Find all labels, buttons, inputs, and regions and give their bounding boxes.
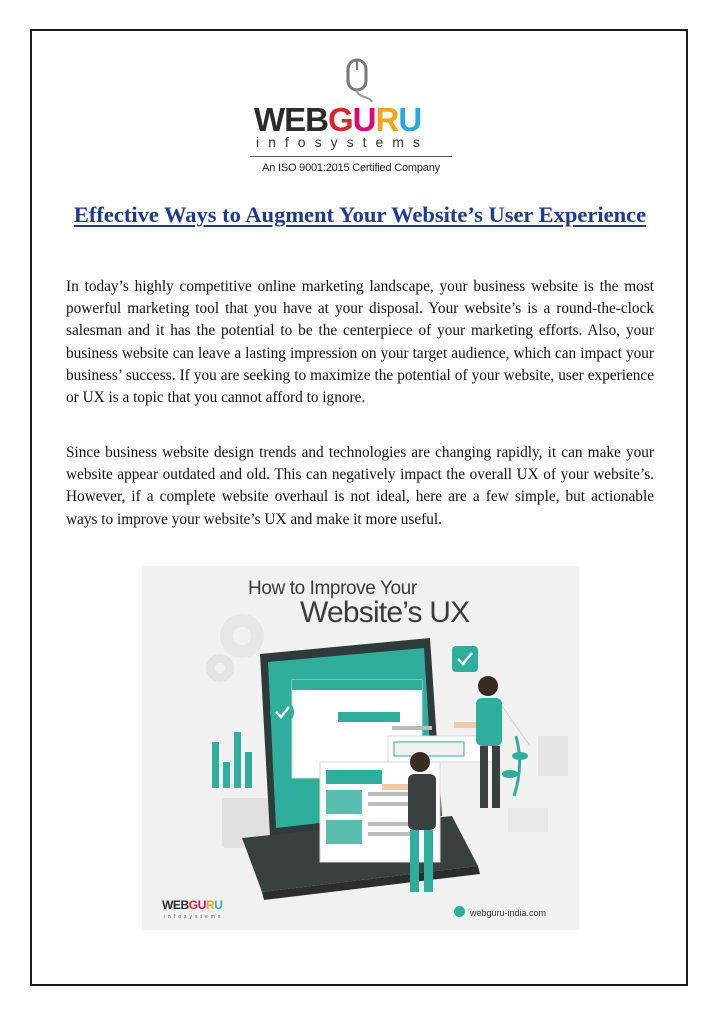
hero-headline-line1: How to Improve Your (248, 578, 417, 599)
logo-wordmark: WEBGURU (254, 101, 422, 138)
company-logo (246, 52, 456, 184)
hero-logo-subtitle: infosystems (164, 914, 224, 920)
certification-text: An ISO 9001:2015 Certified Company (262, 162, 440, 174)
hero-website-url: webguru-india.com (470, 908, 547, 918)
logo-divider (250, 156, 452, 157)
hero-logo: WEBGURU (162, 898, 223, 912)
paragraph-trends: Since business website design trends and technologies are changing rapidly, it can make your website appear outdated and old. This can negatively impact the overall UX of your website’s. However, if a complete website overhaul is not ideal, here are a few simple, but actionable ways to improve your website’s UX and make it more useful. (66, 444, 654, 528)
logo-subtitle: infosystems (256, 134, 429, 150)
hero-illustration (142, 566, 579, 930)
computer-mouse-icon (344, 52, 384, 104)
globe-icon (454, 906, 465, 917)
paragraph-intro: In today’s highly competitive online marketing landscape, your business website is the most powerful marketing tool that you have at your disposal. Your website’s is a round-the-clock salesman and it has the potential to be the centerpiece of your marketing efforts. Also, your business website can leave a lasting impression on your target audience, which can impact your business’ success. If you are seeking to maximize the potential of your website, user experience or UX is a topic that you cannot afford to ignore. (66, 278, 654, 407)
hero-headline-line2: Website’s UX (300, 596, 470, 629)
article-title: Effective Ways to Augment Your Website’s User Experience (73, 202, 647, 227)
